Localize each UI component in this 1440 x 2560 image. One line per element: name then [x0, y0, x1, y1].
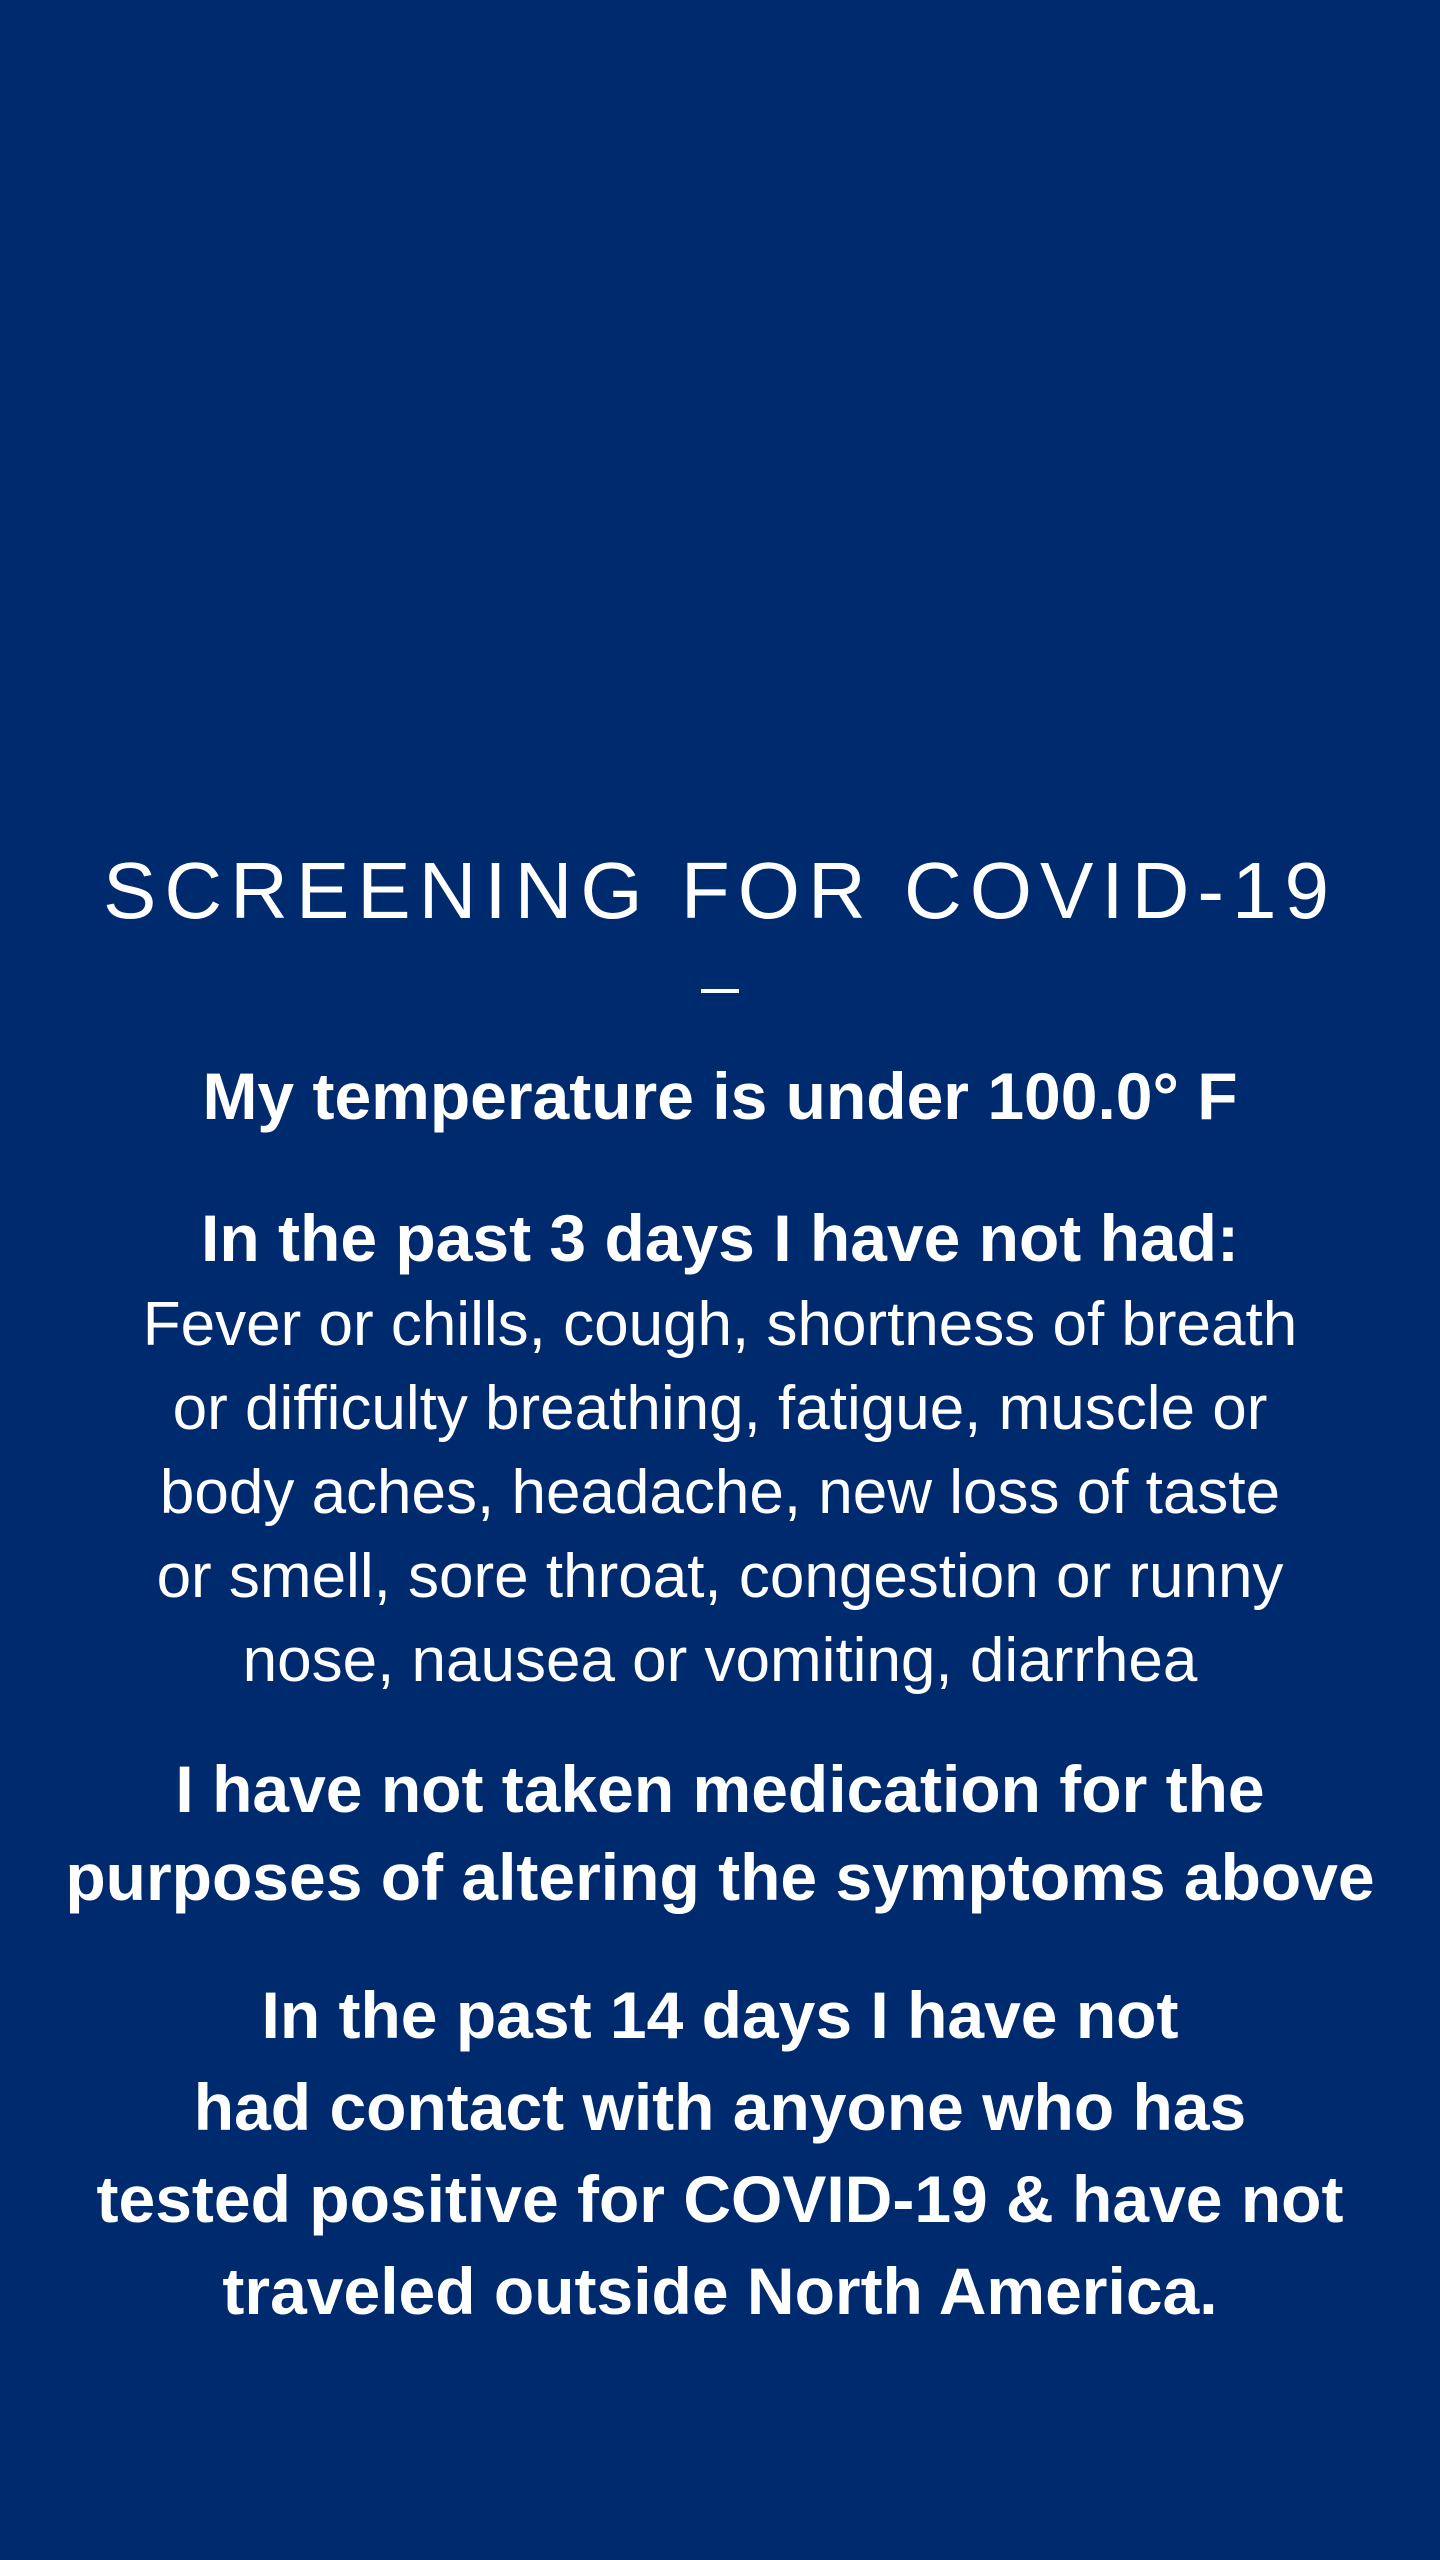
- symptoms-list: [60, 1283, 1380, 1703]
- medication-line: I have not taken medication for the: [175, 1752, 1265, 1826]
- contact-travel-statement: [60, 1969, 1380, 2337]
- symptoms-line: or difficulty breathing, fatigue, muscle or: [172, 1374, 1268, 1443]
- symptoms-line: or smell, sore throat, congestion or runny: [156, 1542, 1284, 1611]
- symptoms-line: nose, nausea or vomiting, diarrhea: [242, 1626, 1198, 1695]
- symptoms-line: Fever or chills, cough, shortness of breath: [142, 1290, 1298, 1359]
- page-title: SCREENING FOR COVID-19: [103, 846, 1337, 935]
- medication-statement: [60, 1745, 1380, 1921]
- medication-line: purposes of altering the symptoms above: [65, 1840, 1375, 1914]
- contact-line: had contact with anyone who has: [193, 2070, 1247, 2144]
- contact-line: traveled outside North America.: [222, 2254, 1218, 2328]
- screening-content: [60, 835, 1380, 2337]
- title-divider: [701, 989, 739, 993]
- past-3-days-heading: In the past 3 days I have not had:: [201, 1201, 1239, 1275]
- symptoms-line: body aches, headache, new loss of taste: [159, 1458, 1281, 1527]
- temperature-statement: My temperature is under 100.0° F: [202, 1059, 1238, 1133]
- contact-line: In the past 14 days I have not: [261, 1978, 1179, 2052]
- contact-line: tested positive for COVID-19 & have not: [96, 2162, 1344, 2236]
